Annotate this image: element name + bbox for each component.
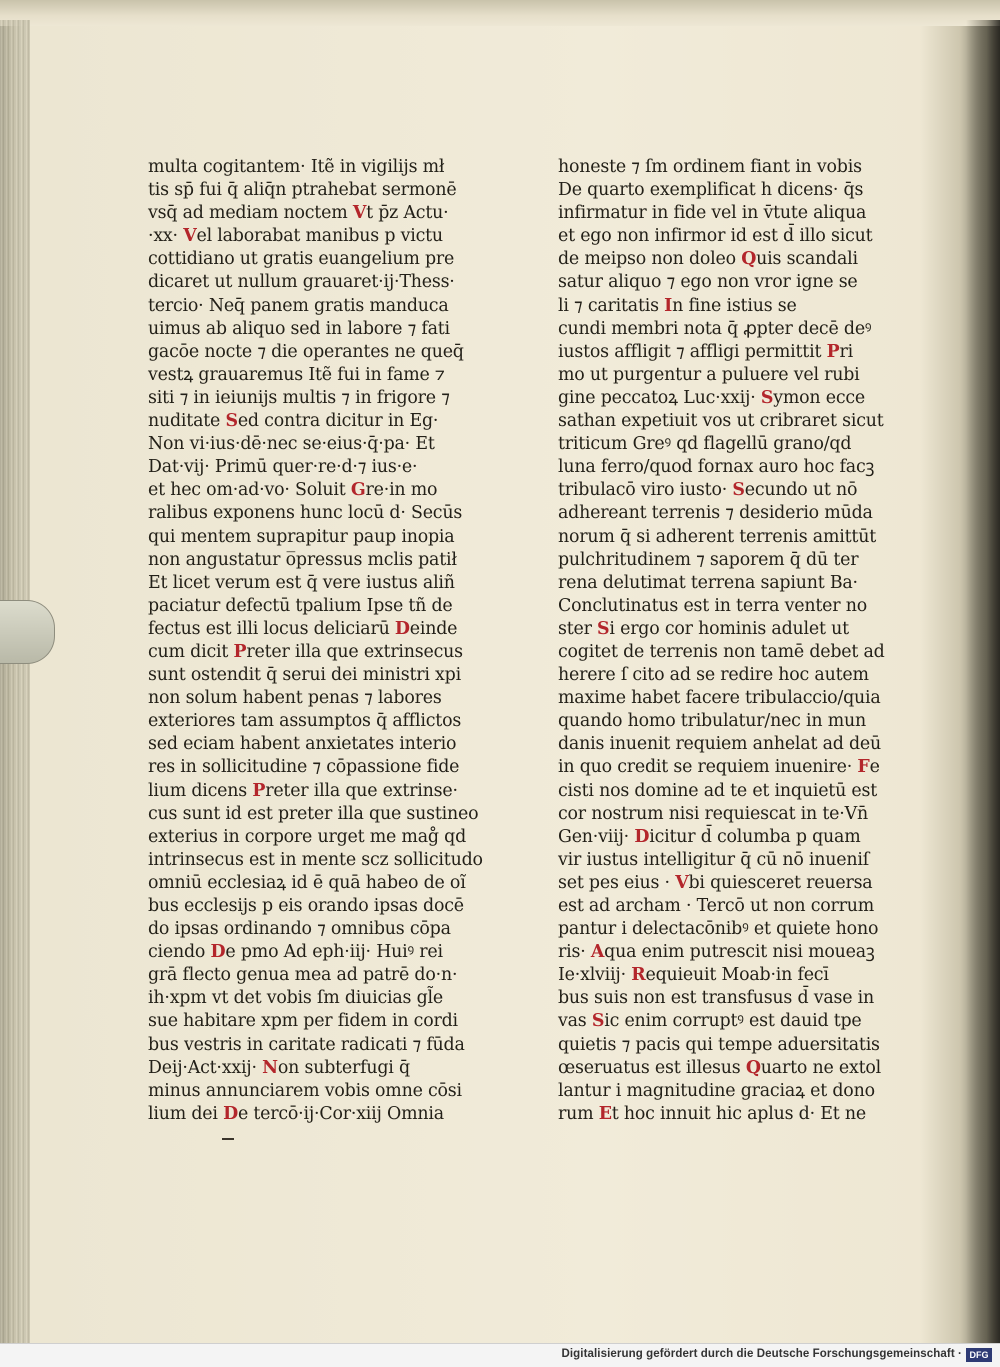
text-line: bus ecclesijs p eis orando ipsas docē <box>148 896 464 916</box>
rubric-initial: S <box>760 387 774 408</box>
rubric-initial: S <box>591 1011 605 1032</box>
text-line: dicaret ut nullum grauaret·ij·Thess· <box>148 272 455 293</box>
rubric-initial: D <box>210 942 226 963</box>
text-line: cum dicit Preter illa que extrinsecus <box>148 641 463 662</box>
rubric-initial: S <box>225 411 238 432</box>
footer-credit: Digitalisierung gefördert durch die Deutsche Forschungsgemeinschaft · <box>561 1348 962 1360</box>
text-line: de meipso non doleo Quis scandali <box>558 249 858 270</box>
text-line: vsq̄ ad mediam noctem Vt p̄z Actu· <box>148 203 449 224</box>
book-spine-shadow <box>966 20 1000 1343</box>
rubric-initial: A <box>590 942 605 963</box>
text-line: adhereant terrenis ⁊ desiderio mūda <box>558 503 873 524</box>
text-line: triticum Greꝰ qd flagellū grano/qd <box>558 434 852 455</box>
text-line: rena delutimat terrena sapiunt Ba· <box>558 572 858 593</box>
text-line: res in sollicitudine ⁊ cōpassione fide <box>148 757 460 778</box>
text-line: sunt ostendit q̄ serui dei ministri xpi <box>148 665 461 686</box>
text-line: siti ⁊ in ieiunijs multis ⁊ in frigore ⁊ <box>148 387 450 408</box>
text-line: nuditate Sed contra dicitur in Eg· <box>148 411 439 432</box>
text-line: iustos affligit ⁊ affligi permittit Pri <box>558 341 853 362</box>
text-line: uimus ab aliquo sed in labore ⁊ fati <box>148 318 450 339</box>
text-line: tis sp̄ fui q̄ aliq̄n ptrahebat sermonē <box>148 180 457 201</box>
text-line: li ⁊ caritatis In fine istius se <box>558 295 797 316</box>
text-line: ih·xpm vt det vobis ſm diuicias gl̃e <box>148 988 443 1009</box>
text-line: satur aliquo ⁊ ego non vror igne se <box>558 272 858 293</box>
text-line: sue habitare xpm per fidem in cordi <box>148 1011 458 1032</box>
rubric-initial: P <box>826 341 840 362</box>
text-line: rum Et hoc innuit hic aplus d· Et ne <box>558 1103 866 1124</box>
rubric-initial: F <box>857 757 870 778</box>
text-line: cottidiano ut gratis euangelium pre <box>148 249 455 270</box>
rubric-initial: D <box>394 618 410 639</box>
rubric-initial: V <box>352 203 367 224</box>
text-line: De quarto exemplificat h dicens· q̄s <box>558 180 864 201</box>
rubric-initial: Q <box>741 249 757 270</box>
text-line: ciendo De pmo Ad eph·iij· Huiꝰ rei <box>148 942 443 963</box>
text-line: do ipsas ordinando ⁊ omnibus cōpa <box>148 919 451 940</box>
text-line: Et licet verum est q̄ vere iustus aliñ <box>148 572 455 593</box>
rubric-initial: E <box>598 1103 612 1124</box>
text-line: sathan expetiuit vos ut cribraret sicut <box>558 411 884 432</box>
right-text-column <box>558 156 885 1126</box>
rubric-initial: P <box>252 780 266 801</box>
text-line: pantur i delectacōnibꝰ et quiete hono <box>558 919 879 940</box>
text-line: omniū ecclesiaꝝ id ē quā habeo de oĩ <box>148 872 466 893</box>
text-line: cisti nos domine ad te et inquietū est <box>558 780 878 801</box>
text-line: cundi membri nota q̄ ꝓpter decē deꝰ <box>558 318 872 339</box>
text-line: ster Si ergo cor hominis adulet ut <box>558 618 849 639</box>
text-line: non angustatur o̅pressus mclis patił <box>148 549 457 570</box>
text-line: set pes eius · Vbi quiesceret reuersa <box>558 872 873 893</box>
rubric-initial: R <box>631 965 646 986</box>
text-line: et ego non infirmor id est d̄ illo sicut <box>558 226 873 247</box>
rubric-initial: S <box>597 618 610 639</box>
text-line: non solum habent penas ⁊ labores <box>148 688 442 709</box>
text-line: vestꝝ grauaremus Itẽ fui in fame ⁊ <box>148 364 445 385</box>
rubric-initial: S <box>732 480 745 501</box>
text-line: maxime habet facere tribulaccio/quia <box>558 688 881 709</box>
text-line: vas Sic enim corruptꝰ est dauid tpe <box>558 1011 862 1032</box>
text-line: vir iustus intelligitur q̄ cū nō inueniſ <box>558 849 869 870</box>
text-line: multa cogitantem· Itẽ in vigilijs mł <box>148 157 445 177</box>
text-line: bus suis non est transfusus d̄ vase in <box>558 988 875 1009</box>
text-line: et hec om·ad·vo· Soluit Gre·in mo <box>148 480 438 501</box>
text-line: Non vi·ius·dē·nec se·eius·q̄·pa· Et <box>148 434 435 455</box>
text-line: grā flecto genua mea ad patrē do·n· <box>148 965 458 986</box>
rubric-initial: N <box>262 1057 278 1078</box>
text-line: ·xx· Vel laborabat manibus p victu <box>148 226 443 247</box>
text-line: œseruatus est illesus Quarto ne extol <box>558 1057 881 1078</box>
text-line: cus sunt id est preter illa que sustineo <box>148 803 479 824</box>
page-top-edge <box>0 0 1000 26</box>
text-line: exterius in corpore urget me mag̊ qd <box>148 826 467 847</box>
text-line: infirmatur in fide vel in v̄tute aliqua <box>558 203 867 224</box>
text-line: lium dei De tercō·ij·Cor·xiij Omnia <box>148 1103 444 1124</box>
text-line: in quo credit se requiem inuenire· Fe <box>558 757 880 778</box>
left-text-column <box>148 156 483 1126</box>
text-line: luna ferro/quod fornax auro hoc facꝫ <box>558 457 875 478</box>
text-line: danis inuenit requiem anhelat ad deū <box>558 734 882 755</box>
text-line: Gen·viij· Dicitur d̄ columba p quam <box>558 826 861 847</box>
ink-mark <box>222 1138 234 1140</box>
rubric-initial: D <box>634 826 650 847</box>
text-line: est ad archam · Tercō ut non corrum <box>558 896 875 916</box>
text-line: ris· Aqua enim putrescit nisi moueaꝫ <box>558 942 875 963</box>
text-line: cor nostrum nisi requiescat in te·Vn̄ <box>558 803 868 824</box>
text-line: fectus est illi locus deliciarū Deinde <box>148 618 458 639</box>
text-line: honeste ⁊ ſm ordinem fiant in vobis <box>558 157 862 177</box>
text-line: Conclutinatus est in terra venter no <box>558 595 867 616</box>
text-line: Ie·xlviij· Requieuit Moab·in fecī <box>558 965 829 986</box>
text-line: bus vestris in caritate radicati ⁊ fūda <box>148 1034 465 1055</box>
manuscript-page <box>36 26 964 1343</box>
text-line: norum q̄ si adherent terrenis amittūt <box>558 526 876 547</box>
text-line: quietis ⁊ pacis qui tempe aduersitatis <box>558 1034 880 1055</box>
text-line: gine peccatoꝝ Luc·xxij· Symon ecce <box>558 387 866 408</box>
text-line: cogitet de terrenis non tamē debet ad <box>558 641 885 662</box>
rubric-initial: P <box>233 641 247 662</box>
text-line: pulchritudinem ⁊ saporem q̄ dū ter <box>558 549 859 570</box>
text-line: lantur i magnitudine graciaꝝ et dono <box>558 1080 875 1101</box>
text-line: herere ſ cito ad se redire hoc autem <box>558 665 869 686</box>
rubric-initial: G <box>350 480 366 501</box>
text-line: ralibus exponens hunc locū d· Secūs <box>148 503 463 524</box>
text-line: minus annunciarem vobis omne cōsi <box>148 1080 462 1101</box>
digitization-footer <box>0 1343 1000 1367</box>
dfg-logo: DFG <box>966 1348 992 1362</box>
rubric-initial: D <box>223 1103 238 1124</box>
text-line: tercio· Neq̄ panem gratis manduca <box>148 295 449 316</box>
text-line: Deij·Act·xxij· Non subterfugi q̄ <box>148 1057 410 1078</box>
text-line: mo ut purgentur a puluere vel rubi <box>558 364 860 385</box>
text-line: lium dicens Preter illa que extrinse· <box>148 780 458 801</box>
text-line: exteriores tam assumptos q̄ afflictos <box>148 711 462 732</box>
rubric-initial: V <box>183 226 197 247</box>
text-line: intrinsecus est in mente scz sollicitudo <box>148 849 483 870</box>
rubric-initial: V <box>675 872 689 893</box>
text-line: tribulacō viro iusto· Secundo ut nō <box>558 480 858 501</box>
rubric-initial: I <box>664 295 673 316</box>
text-line: qui mentem suprapitur paup inopia <box>148 526 455 547</box>
text-line: paciatur defectū tpalium Ipse tñ de <box>148 595 453 616</box>
text-line: sed eciam habent anxietates interio <box>148 734 457 755</box>
page-stack-edge <box>0 20 30 1343</box>
text-line: Dat·vij· Primū quer·re·d·⁊ ius·e· <box>148 457 418 478</box>
text-line: quando homo tribulatur/nec in mun <box>558 711 867 732</box>
rubric-initial: Q <box>745 1057 761 1078</box>
text-line: gacōe nocte ⁊ die operantes ne queq̄ <box>148 341 464 362</box>
